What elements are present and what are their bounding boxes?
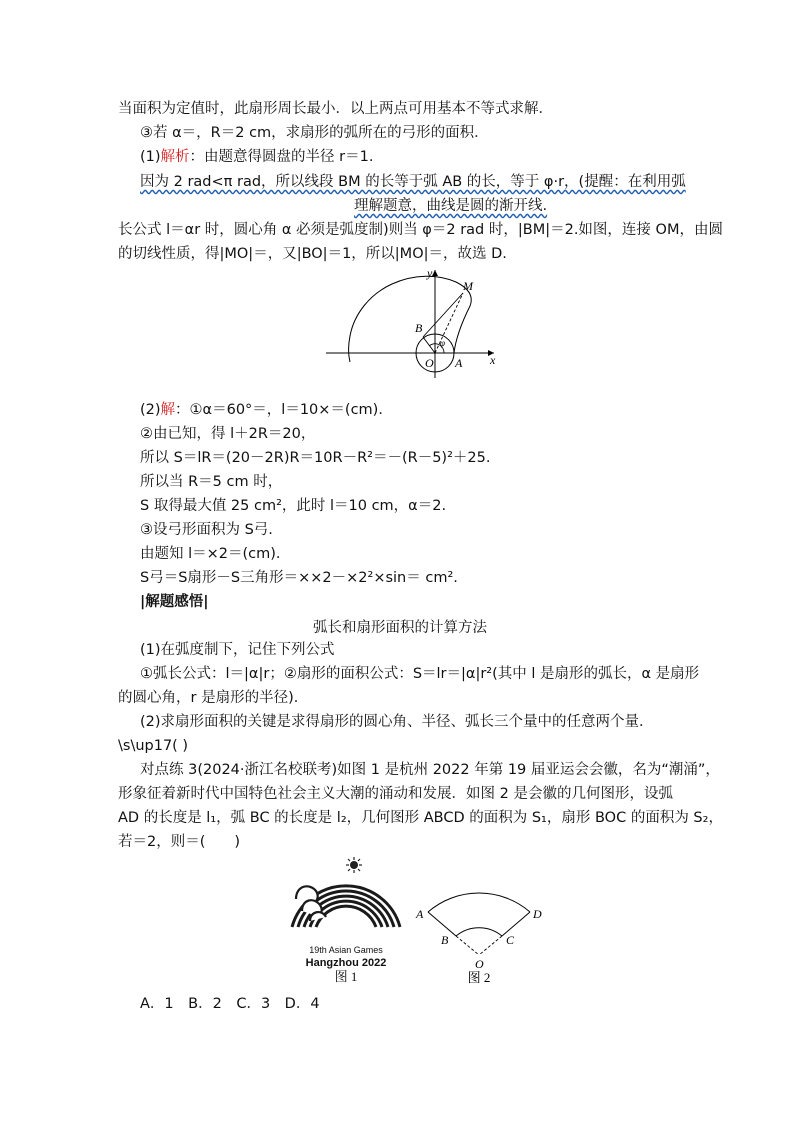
- text-line: 长公式 l＝αr 时，圆心角 α 必须是弧度制)则当 φ＝2 rad 时，|BM|＝2.如图，连接 OM，由圆: [118, 222, 723, 238]
- asian-games-logo: [282, 855, 410, 983]
- text-line: 所以 S＝lR＝(20－2R)R＝10R－R²＝－(R－5)²＋25.: [140, 450, 491, 466]
- text-span: ：由题意得圆盘的半径 r＝1.: [189, 149, 374, 165]
- arc-bc: [456, 928, 502, 936]
- label-o: O: [475, 957, 484, 971]
- text-line: S 取得最大值 25 cm²，此时 l＝10 cm，α＝2.: [140, 498, 447, 514]
- solution-label: 解: [160, 402, 176, 418]
- text-line: ①弧长公式：l＝|α|r；②扇形的面积公式：S＝lr＝|α|r²(其中 l 是扇形的弧长，α 是扇形: [140, 666, 700, 682]
- label-x: x: [490, 353, 496, 367]
- label-a: A: [416, 907, 424, 921]
- text-line: (1)在弧度制下，记住下列公式: [140, 642, 335, 658]
- section-title: 弧长和扇形面积的计算方法: [313, 620, 487, 636]
- text-line: ②由已知，得 l＋2R＝20，: [140, 426, 316, 442]
- text-line: ③设弓形面积为 S弓.: [140, 522, 273, 538]
- text-line: [354, 196, 547, 216]
- logo-line1: 19th Asian Games: [309, 945, 383, 955]
- part-label: (1): [140, 149, 161, 165]
- section-tag: |解题感悟|: [140, 594, 209, 610]
- arc-ad: [428, 893, 530, 912]
- analysis-label: 解析: [160, 149, 190, 165]
- figure-1-caption: 图 1: [334, 969, 358, 983]
- text-line: 由题知 l＝×2＝(cm)．: [140, 546, 291, 562]
- text-line: S弓＝S扇形－S三角形＝××2－×2²×sin＝ cm².: [140, 570, 458, 586]
- part-label: (2): [140, 402, 161, 418]
- answer-options: A．1 B．2 C．3 D．4: [140, 996, 320, 1012]
- annotation-text: 因为 2 rad<π rad，所以线段 BM 的长等于弧 AB 的长，等于 φ·r，(提醒：在利用弧: [140, 174, 686, 190]
- text-line: [140, 147, 373, 167]
- text-span: ：①α＝60°＝，l＝10×＝(cm)．: [175, 402, 393, 418]
- text-line: ③若 α＝，R＝2 cm，求扇形的弧所在的弓形的面积．: [140, 125, 489, 141]
- label-y: y: [427, 266, 433, 280]
- label-b: B: [415, 321, 423, 335]
- label-b: B: [441, 933, 449, 947]
- sun-icon: [346, 857, 362, 873]
- text-line: [140, 172, 686, 192]
- text-line: 的切线性质，得|MO|＝，又|BO|＝1，所以|MO|＝，故选 D.: [118, 246, 507, 262]
- text-line: 对点练 3(2024·浙江名校联考)如图 1 是杭州 2022 年第 19 届亚运会会徽，名为“潮涌”，: [140, 762, 720, 778]
- label-d: D: [533, 907, 542, 921]
- involute-figure: [326, 266, 498, 380]
- logo-line2: Hangzhou 2022: [305, 957, 387, 969]
- text-line: 当面积为定值时，此扇形周长最小．以上两点可用基本不等式求解．: [118, 101, 553, 117]
- label-o: O: [425, 356, 434, 370]
- label-c: C: [506, 933, 515, 947]
- text-line: 的圆心角，r 是扇形的半径)．: [118, 690, 309, 706]
- segment-bo: [456, 936, 479, 955]
- segment-ob: [423, 337, 435, 353]
- text-line: \s\up17( ): [118, 738, 189, 754]
- text-line: 形象征着新时代中国特色社会主义大潮的涌动和发展．如图 2 是会徽的几何图形，设弧: [118, 786, 673, 802]
- text-line: AD 的长度是 l₁，弧 BC 的长度是 l₂，几何图形 ABCD 的面积为 S₁，扇形 BOC 的面积为 S₂，: [118, 810, 723, 826]
- segment-co: [479, 936, 502, 955]
- text-line: 所以当 R＝5 cm 时，: [140, 474, 283, 490]
- involute-curve: [349, 276, 472, 362]
- label-phi: φ: [440, 338, 445, 348]
- asian-games-logo-figure: [282, 855, 410, 983]
- segment-bm: [423, 293, 463, 337]
- text-line: 若＝2，则＝( ): [118, 834, 241, 850]
- label-m: M: [463, 279, 473, 293]
- figure-2-caption: 图 2: [467, 970, 491, 985]
- text-line: (2)求扇形面积的关键是求得扇形的圆心角、半径、弧长三个量中的任意两个量．: [140, 714, 654, 730]
- sector-figure: [412, 860, 547, 985]
- y-axis-arrow: [432, 270, 438, 276]
- label-a: A: [455, 356, 463, 370]
- annotation-text: 理解题意，曲线是圆的渐开线.: [354, 198, 548, 214]
- text-line: [140, 400, 393, 420]
